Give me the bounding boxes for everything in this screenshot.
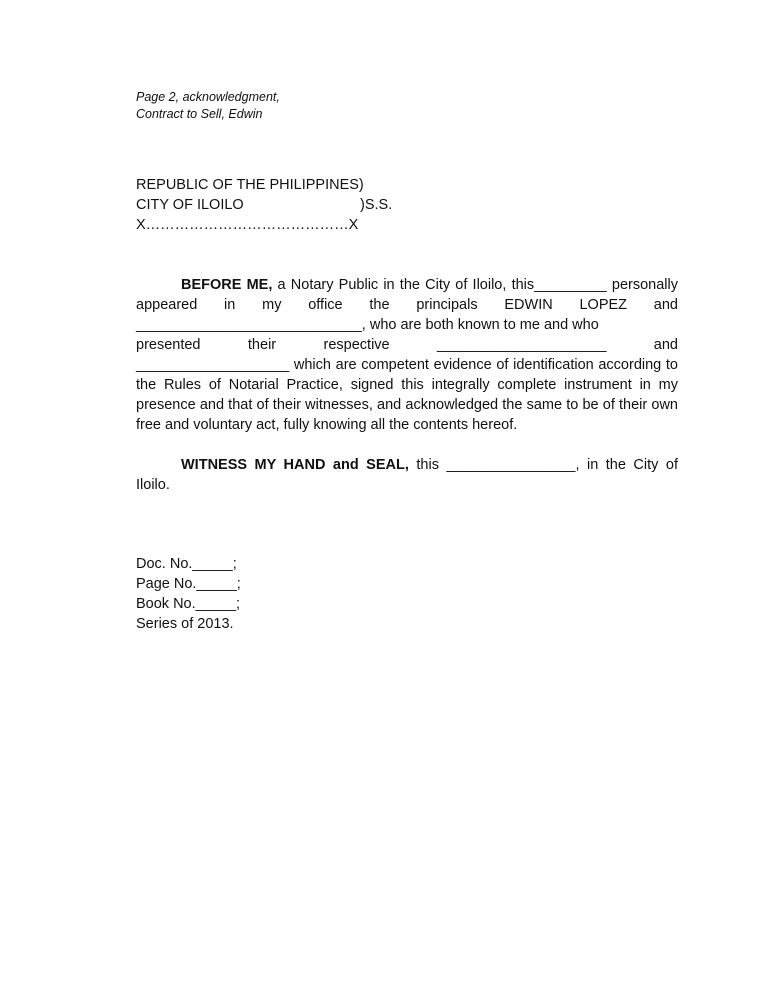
witness-text: this ________________, in the City of Iloilo. bbox=[136, 457, 678, 493]
book-no: Book No._____; bbox=[136, 596, 240, 612]
before-me-lead: BEFORE ME, bbox=[181, 277, 273, 293]
presented-word-3: respective bbox=[323, 337, 390, 353]
acknowledgment-text-2: ___________________ which are competent evidence of identification according to the Rules of Notarial Practice, signed this integrally complete instrument in my presence and that of their witnesses, and acknowledged the same to be of their own free and voluntary act, fully knowing all the contents hereof. bbox=[136, 357, 678, 433]
header-line-1: Page 2, acknowledgment, bbox=[136, 90, 280, 104]
notarial-register-info bbox=[136, 554, 241, 634]
witness-lead: WITNESS MY HAND and SEAL, bbox=[181, 457, 409, 473]
header-line-2: Contract to Sell, Edwin bbox=[136, 107, 263, 121]
presented-word-5: and bbox=[653, 337, 678, 353]
acknowledgment-text-1: a Notary Public in the City of Iloilo, this_________ personally appeared in my office the principals EDWIN LOPEZ and ____________________________, who are both known to me and who bbox=[136, 277, 678, 333]
caption-city: CITY OF ILOILO bbox=[136, 197, 244, 213]
caption-separator: X……………………………………X bbox=[136, 217, 359, 233]
page-no: Page No._____; bbox=[136, 576, 241, 592]
acknowledgment-body bbox=[136, 275, 678, 495]
presented-word-1: presented bbox=[136, 337, 201, 353]
witness-paragraph bbox=[136, 455, 678, 495]
acknowledgment-paragraph bbox=[136, 275, 678, 435]
caption-city-line bbox=[136, 195, 678, 215]
presented-word-4: _____________________ bbox=[437, 337, 607, 353]
doc-no: Doc. No._____; bbox=[136, 556, 237, 572]
caption-republic: REPUBLIC OF THE PHILIPPINES) bbox=[136, 177, 364, 193]
series: Series of 2013. bbox=[136, 616, 234, 632]
presented-line bbox=[136, 335, 678, 355]
page-header-note bbox=[136, 89, 280, 123]
venue-caption bbox=[136, 175, 678, 235]
caption-ss: )S.S. bbox=[360, 197, 393, 213]
presented-word-2: their bbox=[247, 337, 277, 353]
